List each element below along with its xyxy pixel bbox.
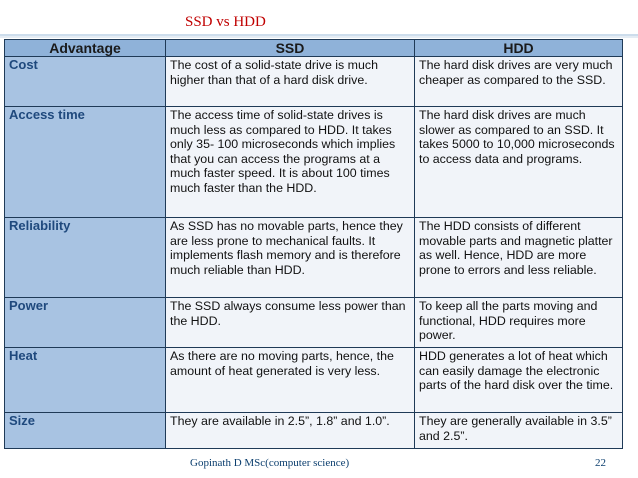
decorative-header-line xyxy=(0,34,638,38)
comparison-table xyxy=(4,39,623,449)
row-label: Heat xyxy=(5,348,166,413)
ssd-cell: As SSD has no movable parts, hence they are less prone to mechanical faults. It implements flash memory and is therefore much reliable than HDD. xyxy=(166,218,415,298)
ssd-cell: They are available in 2.5”, 1.8” and 1.0”. xyxy=(166,413,415,449)
hdd-cell: The HDD consists of different movable parts and magnetic platter as well. Hence, HDD are more prone to errors and less reliable. xyxy=(415,218,623,298)
table-row xyxy=(5,107,623,218)
table-row xyxy=(5,57,623,107)
table-row xyxy=(5,298,623,348)
slide-title: SSD vs HDD xyxy=(185,14,266,30)
row-label: Power xyxy=(5,298,166,348)
footer-author: Gopinath D MSc(computer science) xyxy=(190,457,350,469)
row-label: Size xyxy=(5,413,166,449)
table-row xyxy=(5,348,623,413)
row-label: Reliability xyxy=(5,218,166,298)
page-number: 22 xyxy=(595,457,606,469)
table-header-row xyxy=(5,40,623,57)
column-header-ssd: SSD xyxy=(166,40,415,57)
table-row xyxy=(5,218,623,298)
ssd-cell: The access time of solid-state drives is much less as compared to HDD. It takes only 35- 100 microseconds which implies that you can access the programs at a much faster speed. It is about 100 times much faster than the HDD. xyxy=(166,107,415,218)
hdd-cell: They are generally available in 3.5” and 2.5”. xyxy=(415,413,623,449)
ssd-cell: The cost of a solid-state drive is much higher than that of a hard disk drive. xyxy=(166,57,415,107)
column-header-advantage: Advantage xyxy=(5,40,166,57)
hdd-cell: To keep all the parts moving and functional, HDD requires more power. xyxy=(415,298,623,348)
row-label: Cost xyxy=(5,57,166,107)
hdd-cell: The hard disk drives are much slower as compared to an SSD. It takes 5000 to 10,000 microseconds to access data and programs. xyxy=(415,107,623,218)
column-header-hdd: HDD xyxy=(415,40,623,57)
ssd-cell: The SSD always consume less power than the HDD. xyxy=(166,298,415,348)
row-label: Access time xyxy=(5,107,166,218)
hdd-cell: The hard disk drives are very much cheaper as compared to the SSD. xyxy=(415,57,623,107)
hdd-cell: HDD generates a lot of heat which can easily damage the electronic parts of the hard disk over the time. xyxy=(415,348,623,413)
ssd-cell: As there are no moving parts, hence, the amount of heat generated is very less. xyxy=(166,348,415,413)
table-row xyxy=(5,413,623,449)
